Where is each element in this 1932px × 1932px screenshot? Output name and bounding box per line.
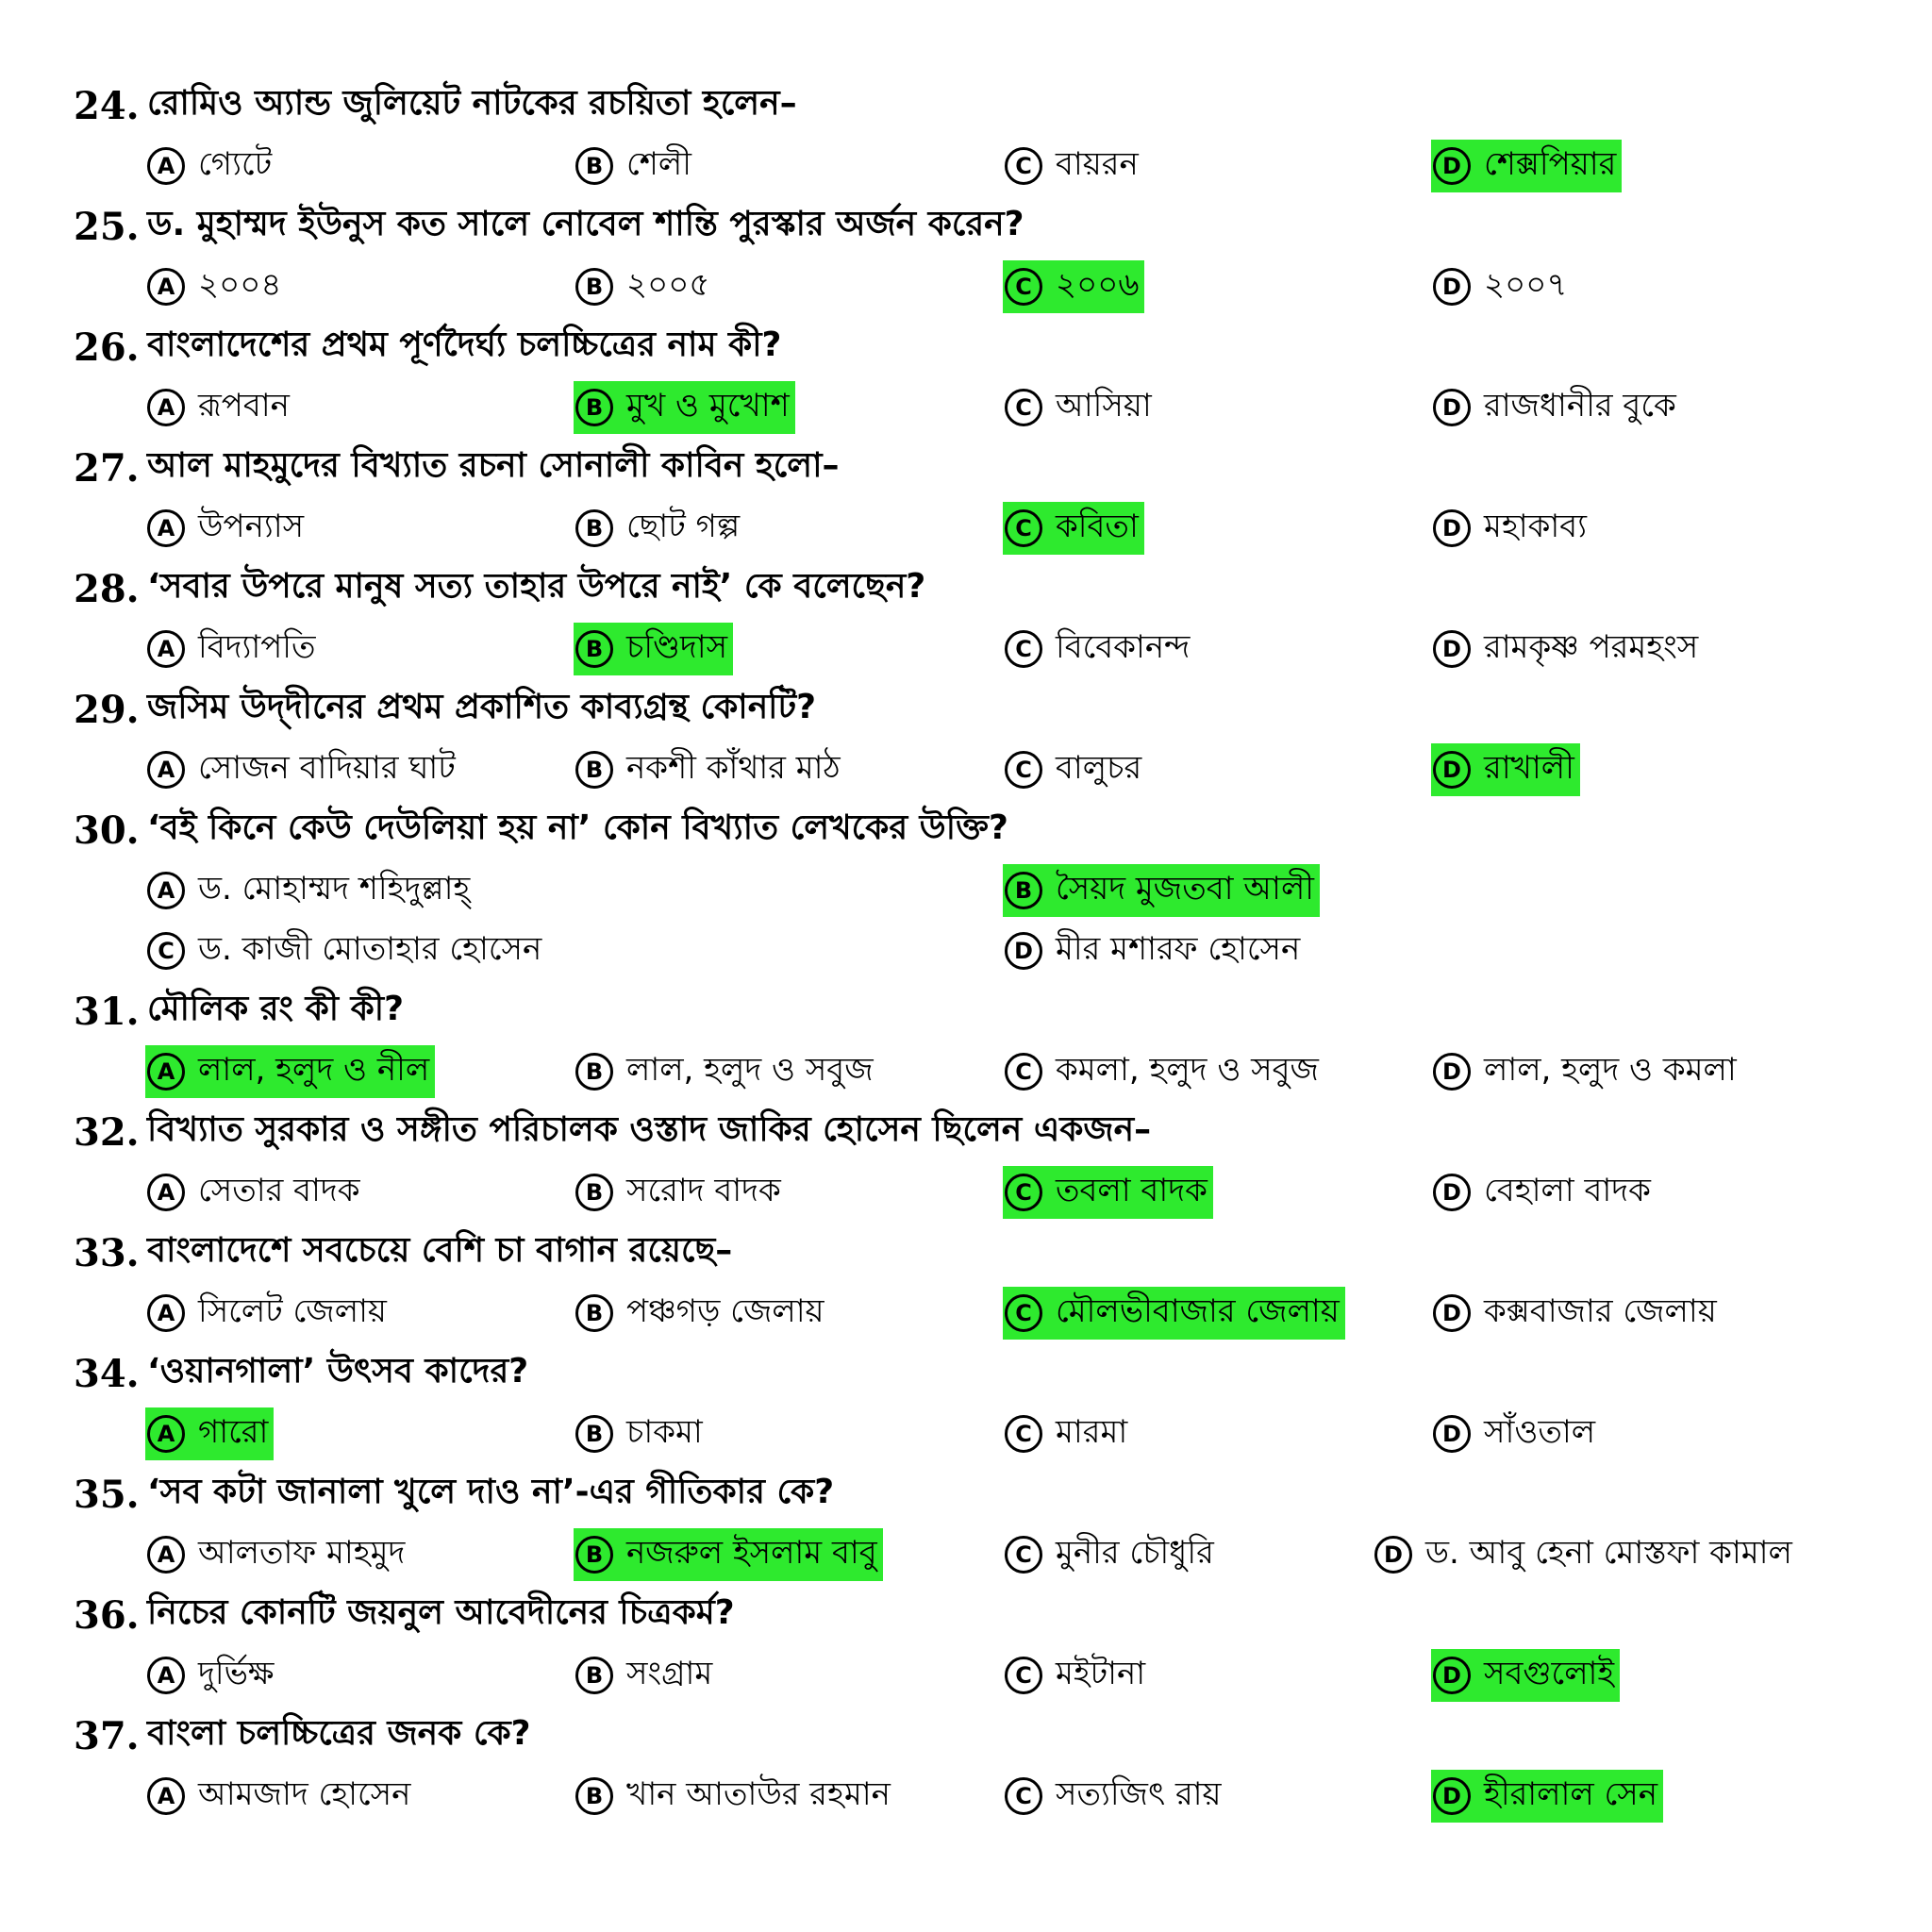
options-row: [0, 1041, 1932, 1102]
option-b: [574, 1045, 879, 1098]
option-text: চণ্ডিদাস: [626, 627, 728, 666]
option-text: রাখালী: [1484, 748, 1574, 787]
question-number: 24.: [74, 83, 140, 128]
option-c-circle-icon: C: [1005, 751, 1042, 789]
question-25: [0, 196, 1932, 317]
option-a-circle-icon: A: [147, 1174, 185, 1211]
option-b-circle-icon: B: [575, 751, 613, 789]
option-text: উপন্যাস: [198, 507, 305, 545]
option-text: রূপবান: [198, 386, 290, 425]
option-text: আলতাফ মাহমুদ: [198, 1533, 406, 1572]
option-b: [574, 1649, 718, 1702]
option-text: গ্যেটে: [198, 144, 273, 183]
option-a-circle-icon: A: [147, 872, 185, 909]
option-a-circle-icon: A: [147, 1415, 185, 1453]
option-text: সোজন বাদিয়ার ঘাট: [198, 748, 456, 787]
option-text: সাঁওতাল: [1484, 1412, 1596, 1451]
option-text: ২০০৬: [1056, 265, 1140, 304]
option-a-circle-icon: A: [147, 1536, 185, 1574]
option-d-circle-icon: D: [1433, 630, 1471, 668]
option-text: ড. কাজী মোতাহার হোসেন: [198, 929, 542, 968]
option-a-circle-icon: A: [147, 1053, 185, 1091]
option-c: [1003, 381, 1158, 434]
option-b-circle-icon: B: [575, 509, 613, 547]
option-b: [574, 743, 846, 796]
option-c: [1003, 1528, 1220, 1581]
option-d-circle-icon: D: [1433, 1053, 1471, 1091]
option-text: ২০০৪: [198, 265, 282, 304]
option-d-circle-icon: D: [1433, 509, 1471, 547]
options-row: [0, 860, 1932, 921]
question-34: [0, 1343, 1932, 1464]
option-a: [145, 260, 287, 313]
option-text: ২০০৫: [626, 265, 710, 304]
option-b-correct: [574, 381, 795, 434]
question-29: [0, 679, 1932, 800]
option-text: আমজাদ হোসেন: [198, 1774, 411, 1813]
options-row: [0, 136, 1932, 196]
question-text: বিখ্যাত সুরকার ও সঙ্গীত পরিচালক ওস্তাদ জাকির হোসেন ছিলেন একজন–: [147, 1110, 1152, 1149]
option-text: মারমা: [1056, 1412, 1128, 1451]
option-d-correct: [1431, 140, 1622, 192]
option-text: ২০০৭: [1484, 265, 1568, 304]
option-b-correct: [574, 623, 733, 675]
question-32: [0, 1102, 1932, 1223]
option-text: ড. আবু হেনা মোস্তফা কামাল: [1425, 1533, 1792, 1572]
option-text: মহাকাব্য: [1484, 507, 1588, 545]
option-d-correct: [1431, 743, 1580, 796]
options-row: [0, 1524, 1932, 1585]
option-d: [1431, 260, 1573, 313]
option-b-circle-icon: B: [575, 630, 613, 668]
option-a: [145, 1166, 366, 1219]
option-d-circle-icon: D: [1433, 1777, 1471, 1815]
option-a: [145, 623, 322, 675]
option-d: [1431, 1045, 1742, 1098]
option-d: [1431, 1287, 1723, 1340]
question-number: 33.: [74, 1230, 140, 1275]
option-d: [1431, 1166, 1657, 1219]
option-c-circle-icon: C: [1005, 1777, 1042, 1815]
question-number: 36.: [74, 1592, 140, 1638]
question-text: আল মাহমুদের বিখ্যাত রচনা সোনালী কাবিন হলো–: [147, 446, 840, 485]
option-text: লাল, হলুদ ও সবুজ: [626, 1050, 874, 1089]
option-text: দুর্ভিক্ষ: [198, 1654, 275, 1692]
option-c-circle-icon: C: [147, 932, 185, 970]
option-d-circle-icon: D: [1433, 147, 1471, 185]
question-number: 31.: [74, 989, 140, 1034]
question-30: [0, 800, 1932, 981]
option-a: [145, 1770, 416, 1823]
option-text: লাল, হলুদ ও নীল: [198, 1050, 430, 1089]
option-c: [145, 924, 547, 977]
option-d-circle-icon: D: [1433, 268, 1471, 306]
option-a: [145, 1528, 410, 1581]
option-a: [145, 1649, 279, 1702]
option-text: ছোট গল্প: [626, 507, 741, 545]
option-d-circle-icon: D: [1433, 1657, 1471, 1694]
option-b-circle-icon: B: [575, 1536, 613, 1574]
option-c-circle-icon: C: [1005, 1415, 1042, 1453]
option-c-circle-icon: C: [1005, 1053, 1042, 1091]
option-d-correct: [1431, 1649, 1620, 1702]
option-c-circle-icon: C: [1005, 1174, 1042, 1211]
option-b-circle-icon: B: [575, 1415, 613, 1453]
option-text: তবলা বাদক: [1056, 1171, 1208, 1209]
option-b: [574, 140, 697, 192]
option-text: শেলী: [626, 144, 691, 183]
option-c: [1003, 1045, 1324, 1098]
option-d-circle-icon: D: [1005, 932, 1042, 970]
question-number: 34.: [74, 1351, 140, 1396]
question-text: ‘সবার উপরে মানুষ সত্য তাহার উপরে নাই’ কে বলেছেন?: [147, 567, 926, 606]
question-number: 35.: [74, 1472, 140, 1517]
option-b: [574, 1287, 830, 1340]
question-text: জসিম উদ্‌দীনের প্রথম প্রকাশিত কাব্যগ্রন্থ কোনটি?: [147, 688, 816, 726]
option-text: সত্যজিৎ রায়: [1056, 1774, 1222, 1813]
option-a-circle-icon: A: [147, 1777, 185, 1815]
options-row: [0, 377, 1932, 438]
option-text: বিদ্যাপতি: [198, 627, 316, 666]
option-a: [145, 864, 475, 917]
option-d-circle-icon: D: [1374, 1536, 1412, 1574]
options-row: [0, 1162, 1932, 1223]
option-d-circle-icon: D: [1433, 1415, 1471, 1453]
options-row: [0, 498, 1932, 558]
option-text: বালুচর: [1056, 748, 1142, 787]
option-b-circle-icon: B: [575, 268, 613, 306]
option-text: আসিয়া: [1056, 386, 1152, 425]
option-b-correct: [1003, 864, 1320, 917]
question-31: [0, 981, 1932, 1102]
option-c-circle-icon: C: [1005, 389, 1042, 426]
question-text: বাংলা চলচ্চিত্রের জনক কে?: [147, 1714, 531, 1753]
option-a-circle-icon: A: [147, 147, 185, 185]
question-35: [0, 1464, 1932, 1585]
option-b-circle-icon: B: [1005, 872, 1042, 909]
option-b-circle-icon: B: [575, 1053, 613, 1091]
option-a-correct: [145, 1407, 274, 1460]
option-c: [1003, 1770, 1227, 1823]
option-b: [574, 1770, 896, 1823]
option-text: কক্সবাজার জেলায়: [1484, 1291, 1717, 1330]
option-b: [574, 1166, 787, 1219]
question-number: 27.: [74, 445, 140, 491]
option-d: [1431, 623, 1704, 675]
option-text: মুনীর চৌধুরি: [1056, 1533, 1214, 1572]
question-number: 25.: [74, 204, 140, 249]
question-33: [0, 1223, 1932, 1343]
option-c-circle-icon: C: [1005, 630, 1042, 668]
question-37: [0, 1706, 1932, 1826]
option-d-circle-icon: D: [1433, 1174, 1471, 1211]
question-27: [0, 438, 1932, 558]
option-text: মৌলভীবাজার জেলায়: [1056, 1291, 1340, 1330]
option-c: [1003, 1407, 1133, 1460]
option-d: [1373, 1528, 1798, 1581]
option-text: রাজধানীর বুকে: [1484, 386, 1676, 425]
option-text: নকশী কাঁথার মাঠ: [626, 748, 841, 787]
option-c: [1003, 743, 1147, 796]
question-text: বাংলাদেশের প্রথম পূর্ণদৈর্ঘ্য চলচ্চিত্রের নাম কী?: [147, 325, 782, 364]
question-text: রোমিও অ্যান্ড জুলিয়েট নাটকের রচয়িতা হলেন–: [147, 84, 797, 123]
question-text: ‘ওয়ানগালা’ উৎসব কাদের?: [147, 1352, 529, 1391]
option-d-circle-icon: D: [1433, 389, 1471, 426]
option-text: খান আতাউর রহমান: [626, 1774, 891, 1813]
question-text: বাংলাদেশে সবচেয়ে বেশি চা বাগান রয়েছে–: [147, 1231, 733, 1270]
option-text: মুখ ও মুখোশ: [626, 386, 790, 425]
option-a: [145, 381, 295, 434]
option-c-correct: [1003, 1287, 1345, 1340]
option-c-circle-icon: C: [1005, 509, 1042, 547]
option-c-correct: [1003, 502, 1144, 555]
option-text: বেহালা বাদক: [1484, 1171, 1651, 1209]
option-c: [1003, 140, 1144, 192]
option-text: নজরুল ইসলাম বাবু: [626, 1533, 877, 1572]
question-text: নিচের কোনটি জয়নুল আবেদীনের চিত্রকর্ম?: [147, 1593, 735, 1632]
option-a-circle-icon: A: [147, 268, 185, 306]
question-36: [0, 1585, 1932, 1706]
option-text: পঞ্চগড় জেলায়: [626, 1291, 824, 1330]
option-text: কমলা, হলুদ ও সবুজ: [1056, 1050, 1319, 1089]
option-d-circle-icon: D: [1433, 751, 1471, 789]
option-text: বিবেকানন্দ: [1056, 627, 1191, 666]
option-text: সংগ্রাম: [626, 1654, 713, 1692]
option-a-circle-icon: A: [147, 1294, 185, 1332]
option-text: মইটানা: [1056, 1654, 1146, 1692]
option-b-correct: [574, 1528, 883, 1581]
option-b-circle-icon: B: [575, 147, 613, 185]
option-b-circle-icon: B: [575, 1174, 613, 1211]
option-d: [1003, 924, 1306, 977]
question-28: [0, 558, 1932, 679]
question-number: 26.: [74, 325, 140, 370]
option-text: সরোদ বাদক: [626, 1171, 781, 1209]
option-d-correct: [1431, 1770, 1663, 1823]
option-text: হীরালাল সেন: [1484, 1774, 1658, 1813]
option-c-correct: [1003, 260, 1144, 313]
option-text: সিলেট জেলায়: [198, 1291, 387, 1330]
question-number: 30.: [74, 808, 140, 853]
option-text: সেতার বাদক: [198, 1171, 360, 1209]
question-text: ড. মুহাম্মদ ইউনুস কত সালে নোবেল শান্তি পুরস্কার অর্জন করেন?: [147, 205, 1024, 243]
option-d-circle-icon: D: [1433, 1294, 1471, 1332]
option-c-circle-icon: C: [1005, 268, 1042, 306]
option-d: [1431, 502, 1592, 555]
option-a: [145, 743, 461, 796]
option-a-circle-icon: A: [147, 389, 185, 426]
option-text: গারো: [198, 1412, 269, 1451]
option-b: [574, 502, 745, 555]
options-row: [0, 740, 1932, 800]
option-c-correct: [1003, 1166, 1213, 1219]
option-text: চাকমা: [626, 1412, 703, 1451]
option-a: [145, 140, 277, 192]
question-number: 37.: [74, 1713, 140, 1758]
options-row: [0, 921, 1932, 981]
option-a-circle-icon: A: [147, 1657, 185, 1694]
option-text: শেক্সপিয়ার: [1484, 144, 1617, 183]
option-d: [1431, 381, 1682, 434]
options-row: [0, 257, 1932, 317]
option-b: [574, 260, 715, 313]
question-number: 29.: [74, 687, 140, 732]
options-row: [0, 1766, 1932, 1826]
option-c-circle-icon: C: [1005, 1294, 1042, 1332]
question-number: 28.: [74, 566, 140, 611]
option-b: [574, 1407, 708, 1460]
option-text: মীর মশারফ হোসেন: [1056, 929, 1301, 968]
option-a-circle-icon: A: [147, 509, 185, 547]
options-row: [0, 1283, 1932, 1343]
option-a-circle-icon: A: [147, 630, 185, 668]
option-c-circle-icon: C: [1005, 1657, 1042, 1694]
question-text: ‘বই কিনে কেউ দেউলিয়া হয় না’ কোন বিখ্যাত লেখকের উক্তি?: [147, 808, 1008, 847]
option-c: [1003, 1649, 1151, 1702]
option-c-circle-icon: C: [1005, 147, 1042, 185]
option-a: [145, 502, 309, 555]
question-26: [0, 317, 1932, 438]
options-row: [0, 1404, 1932, 1464]
options-row: [0, 619, 1932, 679]
option-b-circle-icon: B: [575, 1657, 613, 1694]
option-text: লাল, হলুদ ও কমলা: [1484, 1050, 1737, 1089]
option-text: সৈয়দ মুজতবা আলী: [1056, 869, 1315, 908]
option-text: ড. মোহাম্মদ শহিদুল্লাহ্: [198, 869, 471, 908]
options-row: [0, 1645, 1932, 1706]
option-c: [1003, 623, 1195, 675]
question-text: ‘সব কটা জানালা খুলে দাও না’-এর গীতিকার কে?: [147, 1473, 835, 1511]
question-text: মৌলিক রং কী কী?: [147, 990, 404, 1028]
option-a-circle-icon: A: [147, 751, 185, 789]
option-text: সবগুলোই: [1484, 1654, 1615, 1692]
option-text: রামকৃষ্ণ পরমহংস: [1484, 627, 1699, 666]
option-a-correct: [145, 1045, 435, 1098]
option-b-circle-icon: B: [575, 389, 613, 426]
option-b-circle-icon: B: [575, 1777, 613, 1815]
question-number: 32.: [74, 1109, 140, 1155]
option-d: [1431, 1407, 1601, 1460]
option-c-circle-icon: C: [1005, 1536, 1042, 1574]
option-b-circle-icon: B: [575, 1294, 613, 1332]
option-a: [145, 1287, 392, 1340]
question-24: [0, 75, 1932, 196]
option-text: বায়রন: [1056, 144, 1139, 183]
option-text: কবিতা: [1056, 507, 1139, 545]
